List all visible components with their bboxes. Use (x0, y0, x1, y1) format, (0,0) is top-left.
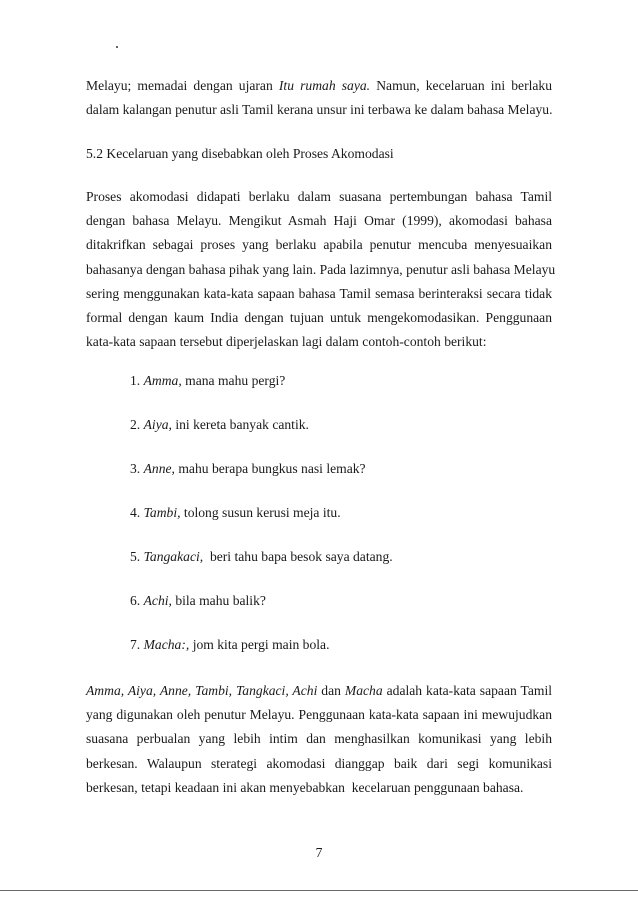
example-text: jom kita pergi main bola. (189, 637, 330, 652)
paragraph-line: ditakrifkan sebagai proses yang berlaku apabila penutur mencuba menyesuaikan (86, 237, 552, 253)
example-term: Macha:, (143, 637, 190, 652)
paragraph-line: berkesan. Walaupun sterategi akomodasi dianggap baik dari segi komunikasi (86, 755, 552, 771)
example-item (130, 637, 393, 681)
example-number: 4. (130, 505, 141, 520)
example-number: 3. (130, 461, 141, 476)
paragraph-line: sering menggunakan kata-kata sapaan bahasa Tamil semasa berinteraksi secara tidak (86, 285, 552, 301)
example-item (130, 505, 393, 549)
paragraph-line: formal dengan kaum India dengan tujuan untuk mengekomodasikan. Penggunaan (86, 310, 552, 326)
footer-rule (0, 890, 638, 891)
paragraph-line: suasana perbualan yang lebih intim dan menghasilkan komunikasi yang lebih (86, 731, 552, 747)
examples-list (130, 373, 393, 681)
example-term: Amma, (143, 373, 182, 388)
tamil-term-macha: Macha (344, 683, 383, 698)
paragraph-line: Proses akomodasi didapati berlaku dalam suasana pertembungan bahasa Tamil (86, 189, 552, 204)
closing-paragraph (86, 679, 552, 800)
intro-line-2: dalam kalangan penutur asli Tamil kerana unsur ini terbawa ke dalam bahasa Melayu. (86, 102, 553, 118)
example-number: 5. (130, 549, 141, 564)
example-number: 6. (130, 593, 141, 608)
paragraph-line: yang digunakan oleh penutur Melayu. Penggunaan kata-kata sapaan ini mewujudkan (86, 707, 552, 723)
closing-line-1: Amma, Aiya, Anne, Tambi, Tangkaci, Achi dan Macha adalah kata-kata sapaan Tamil (86, 683, 552, 698)
example-quote: Itu rumah saya. (278, 78, 371, 93)
example-term: Aiya, (143, 417, 172, 432)
paragraph-line: kata-kata sapaan tersebut diperjelaskan lagi dalam contoh-contoh berikut: (86, 334, 487, 350)
example-item (130, 461, 393, 505)
tamil-terms: Amma, Aiya, Anne, Tambi, Tangkaci, Achi (86, 683, 318, 698)
example-text: tolong susun kerusi meja itu. (180, 505, 341, 520)
example-text: beri tahu bapa besok saya datang. (203, 549, 393, 564)
example-term: Anne, (143, 461, 175, 476)
paragraph-line: dengan bahasa Melayu. Mengikut Asmah Haji Omar (1999), akomodasi bahasa (86, 213, 552, 229)
scan-speck (116, 46, 118, 48)
intro-line-1: Melayu; memadai dengan ujaran Itu rumah saya. Namun, kecelaruan ini berlaku (86, 78, 553, 93)
example-term: Tangakaci, (143, 549, 204, 564)
intro-paragraph (86, 74, 552, 122)
example-text: mahu berapa bungkus nasi lemak? (174, 461, 366, 476)
accommodation-paragraph (86, 185, 556, 354)
example-number: 1. (130, 373, 141, 388)
example-text: mana mahu pergi? (181, 373, 286, 388)
page-number: 7 (315, 845, 323, 860)
example-item (130, 373, 393, 417)
section-heading: 5.2 Kecelaruan yang disebabkan oleh Proses Akomodasi (86, 146, 394, 161)
example-item (130, 593, 393, 637)
example-text: bila mahu balik? (171, 593, 266, 608)
example-term: Achi, (143, 593, 172, 608)
example-item (130, 417, 393, 461)
paragraph-line: bahasanya dengan bahasa pihak yang lain. Pada lazimnya, penutur asli bahasa Melayu (86, 261, 556, 277)
example-item (130, 549, 393, 593)
example-number: 2. (130, 417, 141, 432)
paragraph-line: berkesan, tetapi keadaan ini akan menyebabkan kecelaruan penggunaan bahasa. (86, 779, 524, 795)
example-text: ini kereta banyak cantik. (171, 417, 309, 432)
example-number: 7. (130, 637, 141, 652)
example-term: Tambi, (143, 505, 181, 520)
